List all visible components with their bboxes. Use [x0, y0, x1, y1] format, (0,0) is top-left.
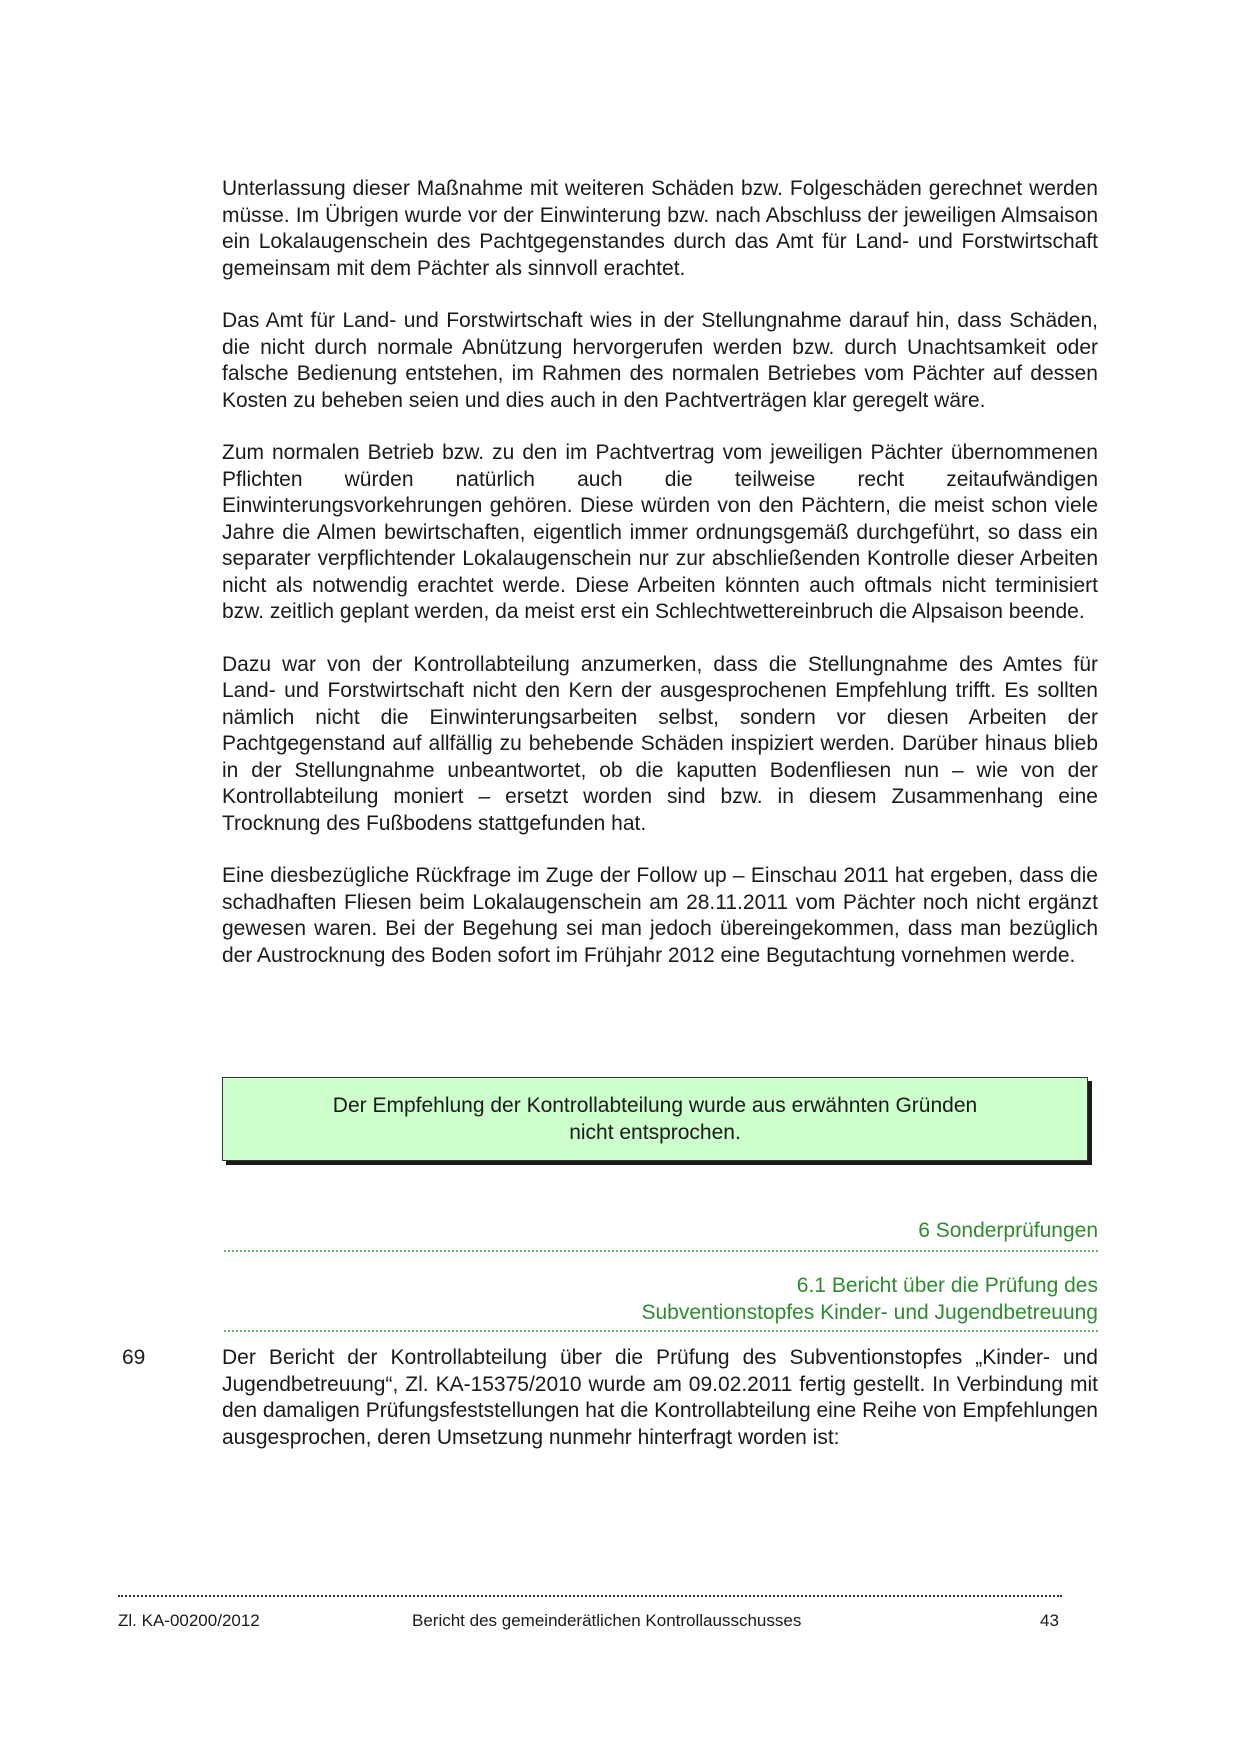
page-number: 43: [1040, 1611, 1059, 1630]
paragraph: Eine diesbezügliche Rückfrage im Zuge der Follow up – Einschau 2011 hat ergeben, dass die schadhaften Fliesen beim Lokalaugenschein am 28.11.2011 vom Pächter noch nicht ergänzt gewesen waren. Bei der Begehung sei man jedoch übereingekommen, dass man bezüglich der Austrocknung des Boden sofort im Frühjahr 2012 eine Begutachtung vornehmen werde.: [222, 864, 1098, 967]
subheading-dotted-rule: [224, 1330, 1098, 1332]
body-text-69: [222, 1345, 1098, 1477]
paragraph: Zum normalen Betrieb bzw. zu den im Pachtvertrag vom jeweiligen Pächter übernommenen Pflichten würden natürlich auch die teilweise recht zeitaufwändigen Einwinterungsvorkehrungen gehören. Diese würden von den Pächtern, die meist schon viele Jahre die Almen bewirtschaften, eigentlich immer ordnungsgemäß durchgeführt, so dass ein separater verpflichtender Lokalaugenschein nur zur abschließenden Kontrolle dieser Arbeiten nicht als notwendig erachtet werde. Diese Arbeiten könnten auch oftmals nicht terminisiert bzw. zeitlich geplant werden, da meist erst ein Schlechtwettereinbruch die Alpsaison beende.: [222, 441, 1098, 623]
paragraph: Das Amt für Land- und Forstwirtschaft wies in der Stellungnahme darauf hin, dass Schäden, die nicht durch normale Abnützung hervorgerufen werden bzw. durch Unachtsamkeit oder falsche Bedienung entstehen, im Rahmen des normalen Betriebes vom Pächter auf dessen Kosten zu beheben seien und dies auch in den Pachtverträgen klar geregelt wäre.: [222, 309, 1098, 412]
subsection-heading-line: Subventionstopfes Kinder- und Jugendbetreuung: [641, 1301, 1098, 1324]
subsection-heading-line: 6.1 Bericht über die Prüfung des: [796, 1274, 1098, 1297]
heading-dotted-rule: [224, 1250, 1098, 1252]
callout-line: nicht entsprochen.: [569, 1121, 741, 1144]
section-heading: 6 Sonderprüfungen: [918, 1219, 1098, 1242]
recommendation-callout-box: [222, 1077, 1088, 1161]
callout-line: Der Empfehlung der Kontrollabteilung wurde aus erwähnten Gründen: [332, 1094, 978, 1117]
paragraph: Der Bericht der Kontrollabteilung über die Prüfung des Subventionstopfes „Kinder- und Jugendbetreuung“, Zl. KA-15375/2010 wurde am 09.02.2011 fertig gestellt. In Verbindung mit den damaligen Prüfungsfeststellungen hat die Kontrollabteilung eine Reihe von Empfehlungen ausgesprochen, deren Umsetzung nunmehr hinterfragt worden ist:: [222, 1346, 1098, 1449]
paragraph-number: 69: [122, 1346, 146, 1369]
footer-reference: Zl. KA-00200/2012: [118, 1611, 260, 1630]
body-text-top: [222, 176, 1098, 995]
paragraph: Unterlassung dieser Maßnahme mit weiteren Schäden bzw. Folgeschäden gerechnet werden müsse. Im Übrigen wurde vor der Einwinterung bzw. nach Abschluss der jeweiligen Almsaison ein Lokalaugenschein des Pachtgegenstandes durch das Amt für Land- und Forstwirtschaft gemeinsam mit dem Pächter als sinnvoll erachtet.: [222, 177, 1098, 280]
footer-title: Bericht des gemeinderätlichen Kontrollausschusses: [412, 1611, 802, 1630]
paragraph: Dazu war von der Kontrollabteilung anzumerken, dass die Stellungnahme des Amtes für Land- und Forstwirtschaft nicht den Kern der ausgesprochenen Empfehlung trifft. Es sollten nämlich nicht die Einwinterungsarbeiten selbst, sondern vor diesen Arbeiten der Pachtgegenstand auf allfällig zu behebende Schäden inspiziert werden. Darüber hinaus blieb in der Stellungnahme unbeantwortet, ob die kaputten Bodenfliesen nun – wie von der Kontrollabteilung moniert – ersetzt worden sind bzw. in diesem Zusammenhang eine Trocknung des Fußbodens stattgefunden hat.: [222, 652, 1098, 835]
footer-dotted-rule: [118, 1595, 1062, 1597]
subsection-heading: [641, 1272, 1098, 1326]
